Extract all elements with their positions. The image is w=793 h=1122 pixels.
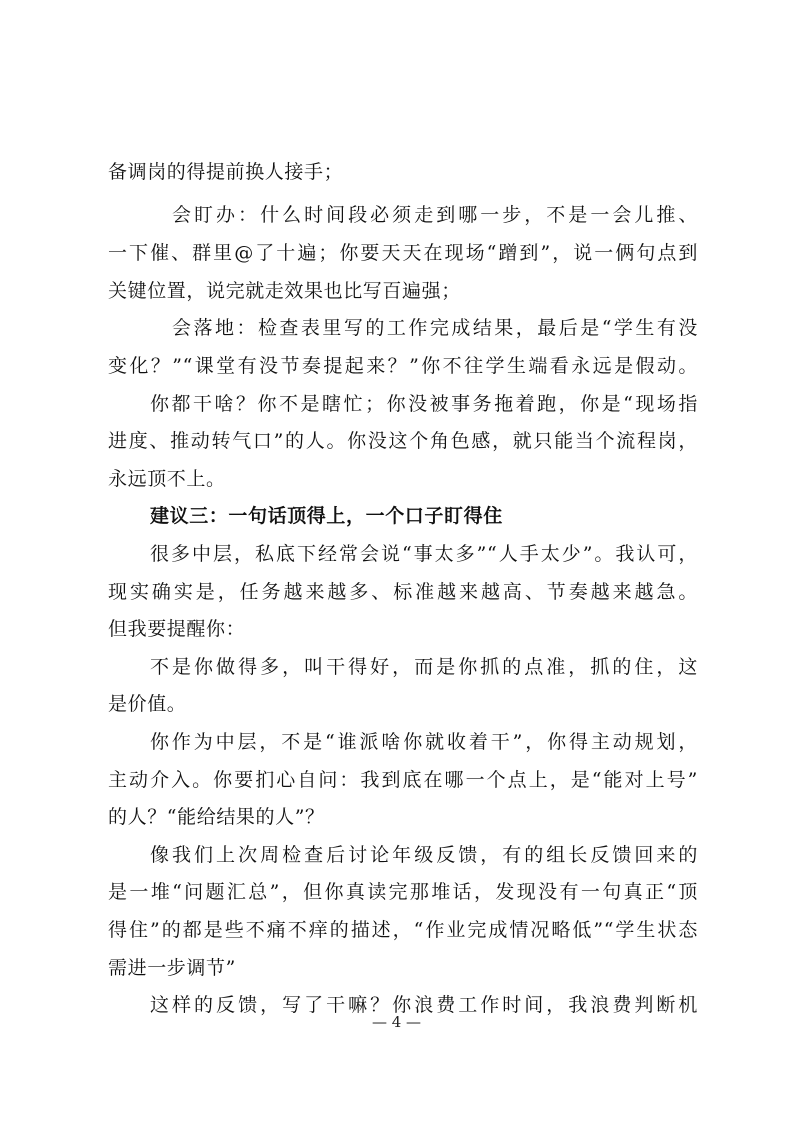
section-heading: 建议三：一句话顶得上，一个口子盯得住 [150,505,503,527]
text-line-15: 是价值。 [108,693,187,715]
text-line-18: 的人？“能给结果的人”？ [108,806,325,828]
text-line-3: 一下催、群里@了十遍；你要天天在现场“蹭到”，说一俩句点到 [108,242,698,264]
text-line-19: 像我们上次周检查后讨论年级反馈，有的组长反馈回来的 [150,844,698,866]
text-line-5: 会落地：检查表里写的工作完成结果，最后是“学生有没 [172,317,698,339]
text-line-7: 你都干啥？你不是瞎忙；你没被事务拖着跑，你是“现场指 [150,393,698,415]
text-line-22: 需进一步调节” [108,957,236,979]
text-line-4: 关键位置，说完就走效果也比写百遍强； [108,280,461,302]
text-line-11: 很多中层，私底下经常会说“事太多”“人手太少”。我认可， [150,543,698,565]
text-line-14: 不是你做得多，叫干得好，而是你抓的点准，抓的住，这 [150,656,698,678]
text-line-13: 但我要提醒你： [108,618,246,640]
text-line-1: 备调岗的得提前换人接手； [108,161,344,183]
text-line-6: 变化？”“课堂有没节奏提起来？”你不往学生端看永远是假动。 [108,355,698,377]
text-line-21: 得住”的都是些不痛不痒的描述，“作业完成情况略低”“学生状态 [108,919,698,941]
text-line-9: 永远顶不上。 [108,468,226,490]
text-line-17: 主动介入。你要扪心自问：我到底在哪一个点上，是“能对上号” [108,769,698,791]
text-line-20: 是一堆“问题汇总”，但你真读完那堆话，发现没有一句真正“顶 [108,881,698,903]
page-number: — 4 — [371,1013,422,1031]
text-line-2: 会盯办：什么时间段必须走到哪一步，不是一会儿推、 [172,204,698,226]
text-line-16: 你作为中层，不是“谁派啥你就收着干”，你得主动规划， [150,731,698,753]
text-line-12: 现实确实是，任务越来越多、标准越来越高、节奏越来越急。 [108,581,698,603]
text-line-23: 这样的反馈，写了干嘛？你浪费工作时间，我浪费判断机 [150,994,698,1016]
text-line-8: 进度、推动转气口”的人。你没这个角色感，就只能当个流程岗， [108,430,698,452]
